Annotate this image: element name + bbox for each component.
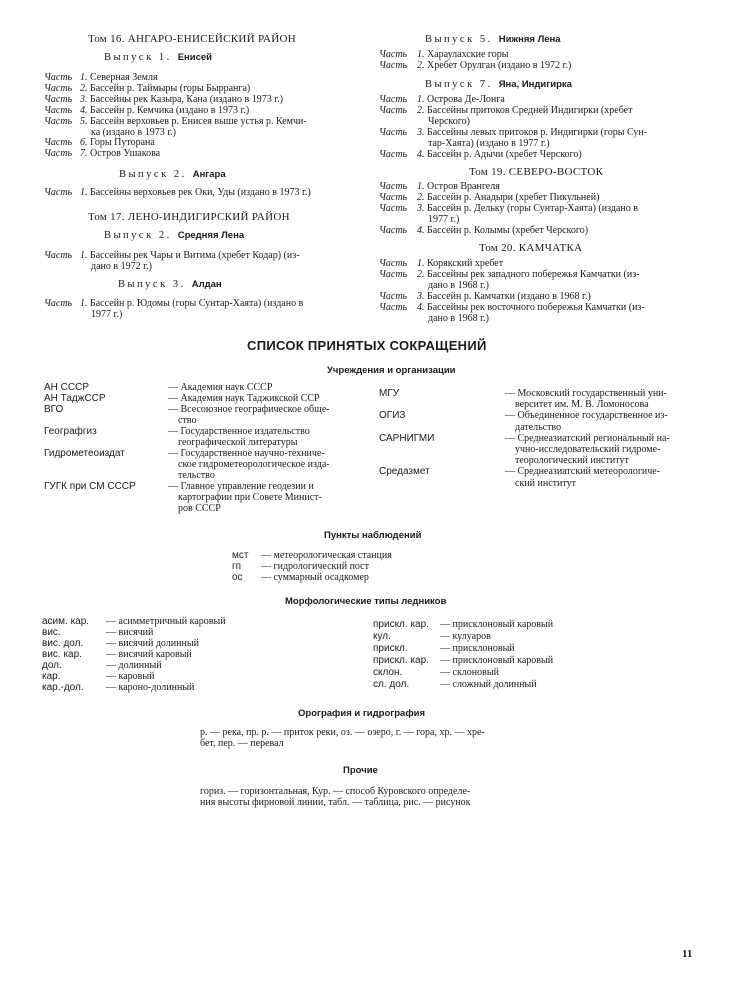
part-number: 2. bbox=[417, 60, 425, 71]
part-text: Бассейны рек восточного побережья Камчатки (из- bbox=[427, 302, 645, 313]
org-definition: — Среднеазиатский региональный на- bbox=[505, 432, 670, 444]
part-number: 2. bbox=[417, 105, 425, 116]
part-entry bbox=[80, 137, 155, 148]
part-text: дано в 1972 г.) bbox=[91, 261, 152, 272]
part-text: Черского) bbox=[428, 116, 470, 127]
part-label: Часть bbox=[379, 60, 408, 71]
org-definition: учно-исследовательский гидроме- bbox=[515, 444, 661, 455]
part-text: 1977 г.) bbox=[428, 214, 460, 225]
part-label: Часть bbox=[44, 115, 73, 127]
section-heading-organizations: Учреждения и организации bbox=[327, 365, 456, 376]
part-entry bbox=[80, 72, 158, 83]
glacier-type-definition: — висячий bbox=[106, 627, 154, 638]
org-definition: — Академия наук Таджикской ССР bbox=[168, 393, 320, 404]
part-text: Бассейн р. Юдомы (горы Сунтар-Хаята) (издано в bbox=[90, 298, 304, 309]
part-text: Бассейн р. Таймыры (горы Бырранга) bbox=[90, 82, 251, 94]
part-label: Часть bbox=[379, 94, 408, 105]
org-abbr: АН СССР bbox=[44, 382, 90, 393]
issue-label: Выпуск 7. bbox=[425, 79, 493, 90]
glacier-type-abbr: прискл. кар. bbox=[373, 619, 429, 630]
part-entry bbox=[428, 214, 459, 225]
part-number: 4. bbox=[417, 302, 425, 313]
part-entry bbox=[417, 181, 500, 192]
part-number: 3. bbox=[417, 127, 425, 138]
part-entry bbox=[428, 138, 550, 149]
glacier-type-definition: — каровый bbox=[106, 671, 155, 682]
issue-heading bbox=[104, 51, 212, 64]
issue-name: Средняя Лена bbox=[177, 230, 245, 241]
part-entry bbox=[80, 116, 307, 127]
orography-text: р. — река, пр. р. — приток реки, оз. — озеро, г. — гора, хр. — хре- bbox=[200, 727, 485, 738]
part-number: 1. bbox=[80, 250, 88, 261]
glacier-type-abbr: асим. кар. bbox=[42, 616, 90, 627]
part-text: дано в 1968 г.) bbox=[428, 280, 489, 291]
org-definition: ров СССР bbox=[178, 503, 221, 514]
part-number: 1. bbox=[80, 72, 88, 83]
issue-label: Выпуск 5. bbox=[425, 34, 493, 45]
glacier-type-abbr: склон. bbox=[373, 667, 403, 678]
glacier-type-abbr: прискл. кар. bbox=[373, 655, 429, 666]
part-entry bbox=[417, 94, 505, 105]
part-entry bbox=[80, 298, 303, 309]
part-entry bbox=[417, 192, 599, 203]
section-heading-observation-points: Пункты наблюдений bbox=[324, 530, 422, 541]
part-text: Бассейны рек Казыра, Кана (издано в 1973 г.) bbox=[90, 93, 284, 105]
page-number: 11 bbox=[682, 948, 693, 960]
part-text: Острова Де-Лонга bbox=[427, 94, 505, 105]
part-entry bbox=[417, 258, 503, 269]
part-number: 7. bbox=[80, 148, 88, 160]
point-abbr: ос bbox=[232, 572, 243, 583]
org-definition: теорологический институт bbox=[515, 455, 629, 467]
point-abbr: гп bbox=[232, 561, 242, 572]
part-label: Часть bbox=[379, 49, 408, 60]
section-heading-other: Прочие bbox=[343, 765, 378, 776]
issue-name: Алдан bbox=[191, 279, 222, 290]
part-text: Северная Земля bbox=[90, 72, 158, 83]
org-abbr: Географгиз bbox=[44, 426, 97, 437]
part-label: Часть bbox=[44, 298, 73, 309]
org-definition: верситет им. М. В. Ломоносова bbox=[515, 399, 649, 411]
part-label: Часть bbox=[379, 192, 408, 203]
issue-heading bbox=[118, 278, 222, 291]
org-definition: — Объединенное государственное из- bbox=[505, 410, 668, 422]
part-text: 1977 г.) bbox=[91, 309, 123, 320]
org-abbr: ВГО bbox=[44, 404, 64, 415]
part-label: Часть bbox=[44, 93, 73, 105]
org-definition: — Государственное издательство bbox=[168, 426, 310, 437]
part-entry bbox=[80, 148, 160, 159]
org-abbr: МГУ bbox=[379, 388, 400, 399]
part-text: Бассейн р. Дельку (горы Сунтар-Хаята) (издано в bbox=[427, 203, 638, 214]
part-label: Часть bbox=[379, 258, 408, 269]
glacier-type-abbr: кар. bbox=[42, 671, 61, 682]
part-text: Бассейн р. Камчатки (издано в 1968 г.) bbox=[427, 291, 591, 302]
orography-text: бет, пер. — перевал bbox=[200, 738, 284, 749]
glacier-type-definition: — присклоновый каровый bbox=[440, 655, 554, 666]
issue-name: Яна, Индигирка bbox=[498, 79, 572, 90]
part-text: Хребет Орулган (издано в 1972 г.) bbox=[427, 60, 572, 71]
org-definition: картографии при Совете Минист- bbox=[178, 492, 322, 503]
part-text: ка (издано в 1973 г.) bbox=[91, 126, 176, 138]
part-number: 2. bbox=[80, 82, 88, 94]
org-definition: — Государственное научно-техниче- bbox=[168, 448, 325, 459]
volume-heading: Том 17. ЛЕНО-ИНДИГИРСКИЙ РАЙОН bbox=[88, 211, 290, 223]
part-number: 1. bbox=[80, 187, 88, 198]
glacier-type-abbr: кар.-дол. bbox=[42, 682, 84, 693]
part-label: Часть bbox=[379, 225, 408, 236]
issue-label: Выпуск 2. bbox=[104, 230, 172, 241]
glacier-type-abbr: кул. bbox=[373, 631, 391, 642]
org-definition: — Всесоюзное географическое обще- bbox=[168, 404, 330, 415]
part-entry bbox=[428, 280, 489, 291]
part-label: Часть bbox=[44, 148, 73, 160]
part-text: Бассейны рек Чары и Витима (хребет Кодар) (из- bbox=[90, 250, 300, 261]
part-label: Часть bbox=[379, 149, 408, 160]
glacier-type-definition: — присклоновый bbox=[440, 643, 515, 654]
part-text: Горы Путорана bbox=[90, 137, 155, 149]
part-entry bbox=[417, 225, 588, 236]
glacier-type-abbr: сл. дол. bbox=[373, 679, 410, 690]
part-text: Бассейн р. Колымы (хребет Черского) bbox=[427, 225, 589, 236]
issue-label: Выпуск 3. bbox=[118, 279, 186, 290]
glacier-type-definition: — склоновый bbox=[440, 667, 499, 678]
part-text: Хараулахские горы bbox=[427, 49, 509, 60]
org-abbr: ГУГК при СМ СССР bbox=[44, 481, 136, 492]
volume-heading: Том 20. КАМЧАТКА bbox=[479, 242, 583, 254]
issue-heading bbox=[425, 33, 561, 46]
part-text: Бассейны рек западного побережья Камчатки (из- bbox=[427, 269, 640, 280]
org-definition: тельство bbox=[178, 470, 215, 481]
part-number: 1. bbox=[417, 94, 425, 105]
part-text: Остров Ушакова bbox=[90, 148, 161, 160]
part-number: 1. bbox=[80, 298, 88, 309]
org-definition: — Среднеазиатский метеорологиче- bbox=[505, 466, 661, 478]
other-text: гориз. — горизонтальная, Кур. — способ Куровского определе- bbox=[200, 786, 471, 797]
issue-name: Нижняя Лена bbox=[498, 34, 561, 45]
volume-heading: Том 16. АНГАРО-ЕНИСЕЙСКИЙ РАЙОН bbox=[88, 33, 296, 45]
part-label: Часть bbox=[379, 269, 408, 280]
part-label: Часть bbox=[44, 137, 73, 149]
part-entry bbox=[80, 83, 250, 94]
glacier-type-definition: — сложный долинный bbox=[440, 679, 537, 690]
part-entry bbox=[417, 60, 571, 71]
glacier-type-definition: — кулуаров bbox=[440, 631, 491, 642]
issue-heading bbox=[425, 78, 572, 91]
part-entry bbox=[417, 302, 645, 313]
issue-name: Енисей bbox=[177, 52, 213, 63]
other-text: ния высоты фирновой линии, табл. — таблица, рис. — рисунок bbox=[200, 797, 471, 808]
list-title: СПИСОК ПРИНЯТЫХ СОКРАЩЕНИЙ bbox=[247, 338, 487, 353]
part-text: Бассейн р. Кемчика (издано в 1973 г.) bbox=[90, 104, 250, 116]
part-entry bbox=[417, 49, 508, 60]
issue-heading bbox=[119, 168, 226, 181]
part-entry bbox=[80, 250, 300, 261]
org-definition: ство bbox=[178, 415, 197, 426]
issue-name: Ангара bbox=[192, 169, 226, 180]
part-number: 4. bbox=[417, 225, 425, 236]
part-text: Остров Врангеля bbox=[427, 181, 500, 192]
part-entry bbox=[80, 187, 311, 198]
org-abbr: ОГИЗ bbox=[379, 410, 406, 422]
glacier-type-abbr: дол. bbox=[42, 660, 62, 671]
part-label: Часть bbox=[379, 203, 408, 214]
part-number: 1. bbox=[417, 181, 425, 192]
point-definition: — суммарный осадкомер bbox=[261, 572, 369, 583]
part-text: Корякский хребет bbox=[427, 258, 504, 269]
part-number: 5. bbox=[80, 115, 88, 127]
part-entry bbox=[428, 313, 489, 324]
part-number: 2. bbox=[417, 192, 425, 203]
part-number: 3. bbox=[417, 203, 425, 214]
part-entry bbox=[80, 94, 283, 105]
part-label: Часть bbox=[44, 250, 73, 261]
part-entry bbox=[417, 269, 640, 280]
glacier-type-abbr: вис. кар. bbox=[42, 649, 82, 660]
part-entry bbox=[91, 261, 152, 272]
org-definition: ское гидрометеорологическое изда- bbox=[178, 459, 330, 470]
org-definition: — Главное управление геодезии и bbox=[168, 481, 314, 492]
part-number: 3. bbox=[417, 291, 425, 302]
part-entry bbox=[91, 127, 176, 138]
org-definition: ский институт bbox=[515, 477, 576, 489]
glacier-type-definition: — висячий каровый bbox=[106, 649, 192, 660]
org-definition: географической литературы bbox=[178, 437, 298, 448]
part-entry bbox=[91, 309, 122, 320]
part-entry bbox=[417, 291, 591, 302]
org-abbr: Гидрометеоиздат bbox=[44, 448, 125, 459]
part-label: Часть bbox=[44, 82, 73, 94]
point-definition: — гидрологический пост bbox=[261, 561, 369, 572]
part-label: Часть bbox=[379, 302, 408, 313]
glacier-type-abbr: вис. дол. bbox=[42, 638, 84, 649]
part-number: 3. bbox=[80, 93, 88, 105]
part-entry bbox=[428, 116, 470, 127]
point-definition: — метеорологическая станция bbox=[261, 550, 392, 561]
part-label: Часть bbox=[379, 291, 408, 302]
org-definition: — Академия наук СССР bbox=[168, 382, 273, 393]
part-entry bbox=[417, 203, 638, 214]
issue-heading bbox=[104, 229, 244, 242]
part-number: 2. bbox=[417, 269, 425, 280]
volume-heading: Том 19. СЕВЕРО-ВОСТОК bbox=[469, 166, 604, 178]
part-label: Часть bbox=[379, 127, 408, 138]
part-number: 1. bbox=[417, 49, 425, 60]
part-text: Бассейны левых притоков р. Индигирки (горы Сун- bbox=[427, 127, 648, 138]
part-entry bbox=[417, 127, 647, 138]
org-abbr: Средазмет bbox=[379, 466, 430, 478]
part-label: Часть bbox=[379, 105, 408, 116]
glacier-type-abbr: вис. bbox=[42, 627, 61, 638]
part-number: 4. bbox=[417, 149, 425, 160]
part-text: Бассейны притоков Средней Индигирки (хребет bbox=[427, 105, 633, 116]
part-text: Бассейн верховьев р. Енисея выше устья р. Кемчи- bbox=[90, 115, 307, 127]
part-text: Бассейны верховьев рек Оки, Уды (издано в 1973 г.) bbox=[90, 187, 311, 198]
point-abbr: мст bbox=[232, 550, 249, 561]
org-abbr: САРНИГМИ bbox=[379, 432, 435, 444]
part-number: 6. bbox=[80, 137, 88, 149]
glacier-type-definition: — кароно-долинный bbox=[106, 682, 195, 693]
org-abbr: АН ТаджССР bbox=[44, 393, 106, 404]
part-text: тар-Хаята) (издано в 1977 г.) bbox=[428, 138, 550, 149]
part-label: Часть bbox=[379, 181, 408, 192]
section-heading-orography: Орография и гидрография bbox=[298, 708, 426, 719]
part-text: Бассейн р. Адычи (хребет Черского) bbox=[427, 149, 582, 160]
part-entry bbox=[417, 105, 632, 116]
part-label: Часть bbox=[44, 72, 73, 83]
glacier-type-definition: — асимметричный каровый bbox=[106, 616, 226, 627]
org-definition: — Московский государственный уни- bbox=[505, 388, 667, 399]
issue-label: Выпуск 2. bbox=[119, 169, 187, 180]
part-text: дано в 1968 г.) bbox=[428, 313, 489, 324]
glacier-type-definition: — долинный bbox=[106, 660, 162, 671]
glacier-type-abbr: прискл. bbox=[373, 643, 408, 654]
part-label: Часть bbox=[44, 104, 73, 116]
glacier-type-definition: — присклоновый каровый bbox=[440, 619, 554, 630]
section-heading-glacier-types: Морфологические типы ледников bbox=[285, 596, 447, 607]
part-entry bbox=[417, 149, 582, 160]
part-label: Часть bbox=[44, 187, 73, 198]
org-definition: дательство bbox=[515, 421, 562, 433]
issue-label: Выпуск 1. bbox=[104, 52, 172, 63]
part-number: 4. bbox=[80, 104, 88, 116]
glacier-type-definition: — висячий долинный bbox=[106, 638, 199, 649]
part-number: 1. bbox=[417, 258, 425, 269]
part-text: Бассейн р. Анадыри (хребет Пикульней) bbox=[427, 192, 600, 203]
part-entry bbox=[80, 105, 249, 116]
